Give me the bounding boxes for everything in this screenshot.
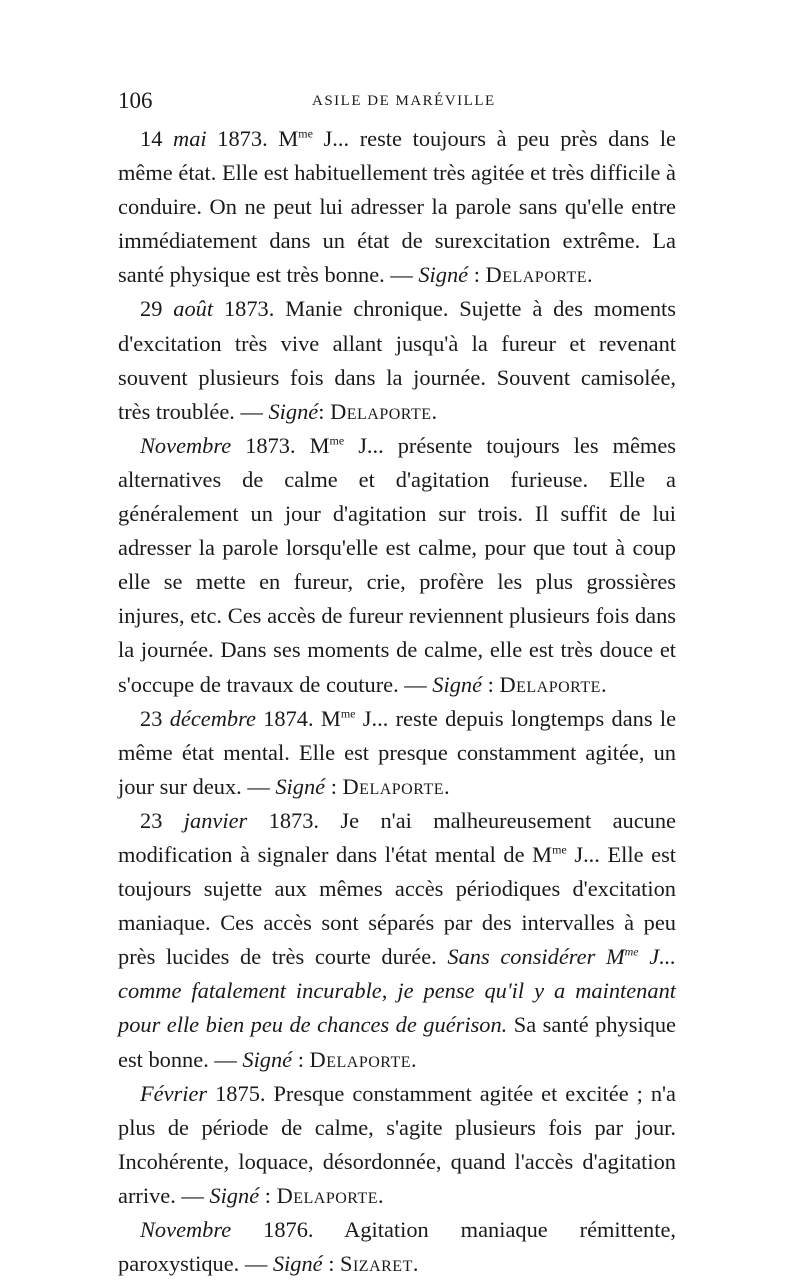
- entry-date: Novembre 1873.: [140, 432, 296, 458]
- signature: Delaporte: [309, 1046, 412, 1072]
- italic-prognosis: Sans considérer $M^{me}$ J... comme fatalement incurable, je pense qu'il y a maintenant pour elle bien peu de chances de guérison.: [118, 944, 676, 1038]
- entry-14-mai-1873: 14 mai 1873. $M^{me}$ J... reste toujours à peu près dans le même état. Elle est habituellement très agitée et très difficile à conduire. On ne peut lui adresser la parole sans qu'elle entre immédiatement dans un état de surexcitation extrême. La santé physique est très bonne. — Signé : Delaporte.: [118, 126, 676, 288]
- signed-label: Signé: [242, 1046, 293, 1072]
- entry-fevrier-1875: Février 1875. Presque constamment agitée et excitée ; n'a plus de période de calme, s'agite plusieurs fois par jour. Incohérente, loquace, désordonnée, quand l'accès d'agitation arrive. — Signé : Delaporte.: [118, 1080, 676, 1208]
- running-head: ASILE DE MARÉVILLE: [312, 93, 496, 109]
- entry-novembre-1876: Novembre 1876. Agitation maniaque rémittente, paroxystique. — Signé : Sizaret.: [118, 1217, 676, 1277]
- signature: Sizaret: [340, 1251, 413, 1277]
- signed-label: Signé: [268, 398, 319, 424]
- entry-23-janvier-1873: 23 janvier 1873. Je n'ai malheureusement aucune modification à signaler dans l'état mental de $M^{me}$ J... Elle est toujours sujette aux mêmes accès périodiques d'excitation maniaque. Ces accès sont séparés par des intervalles à peu près lucides de très courte durée. Sans considérer $M^{me}$ J... comme fatalement incurable, je pense qu'il y a maintenant pour elle bien peu de chances de guérison. Sa santé physique est bonne. — Signé : Delaporte.: [118, 807, 677, 1072]
- entry-date: 29 août 1873.: [140, 296, 275, 322]
- entry-date: 14 mai 1873.: [140, 126, 268, 151]
- signed-label: Signé: [209, 1182, 260, 1208]
- signature: Delaporte: [276, 1182, 379, 1208]
- entry-date: 23 janvier 1873.: [140, 807, 320, 833]
- entry-novembre-1873: Novembre 1873. $M^{me}$ J... présente toujours les mêmes alternatives de calme et d'agitation furieuse. Elle a généralement un jour d'agitation sur trois. Il suffit de lui adresser la parole lorsqu'elle est calme, pour que tout à coup elle se mette en fureur, crie, profère les plus grossières injures, etc. Ces accès de fureur reviennent plusieurs fois dans la journée. Dans ses moments de calme, elle est très douce et s'occupe de travaux de couture. — Signé : Delaporte.: [118, 432, 676, 697]
- entry-date: Novembre 1876.: [140, 1217, 314, 1242]
- signed-label: Signé: [272, 1251, 323, 1277]
- case-notes: [118, 122, 676, 1281]
- signature: Delaporte: [499, 671, 601, 697]
- entry-23-decembre-1874: 23 décembre 1874. $M^{me}$ J... reste depuis longtemps dans le même état mental. Elle est presque constamment agitée, un jour sur deux. — Signé : Delaporte.: [118, 705, 677, 799]
- signature: Delaporte: [330, 398, 432, 424]
- signed-label: Signé: [432, 671, 483, 697]
- entry-date: 23 décembre 1874.: [140, 705, 314, 731]
- entry-29-aout-1873: 29 août 1873. Manie chronique. Sujette à des moments d'excitation très vive allant jusqu'à la fureur et revenant souvent plusieurs fois dans la journée. Souvent camisolée, très troublée. — Signé: Delaporte.: [118, 296, 676, 424]
- book-page: [118, 88, 676, 1281]
- signature: Delaporte: [342, 773, 444, 799]
- page-header: [118, 88, 676, 122]
- signature: Delaporte: [485, 262, 588, 288]
- signed-label: Signé: [275, 773, 326, 799]
- entry-date: Février 1875.: [140, 1080, 266, 1106]
- page-number: 106: [118, 88, 153, 113]
- signed-label: Signé: [418, 262, 469, 288]
